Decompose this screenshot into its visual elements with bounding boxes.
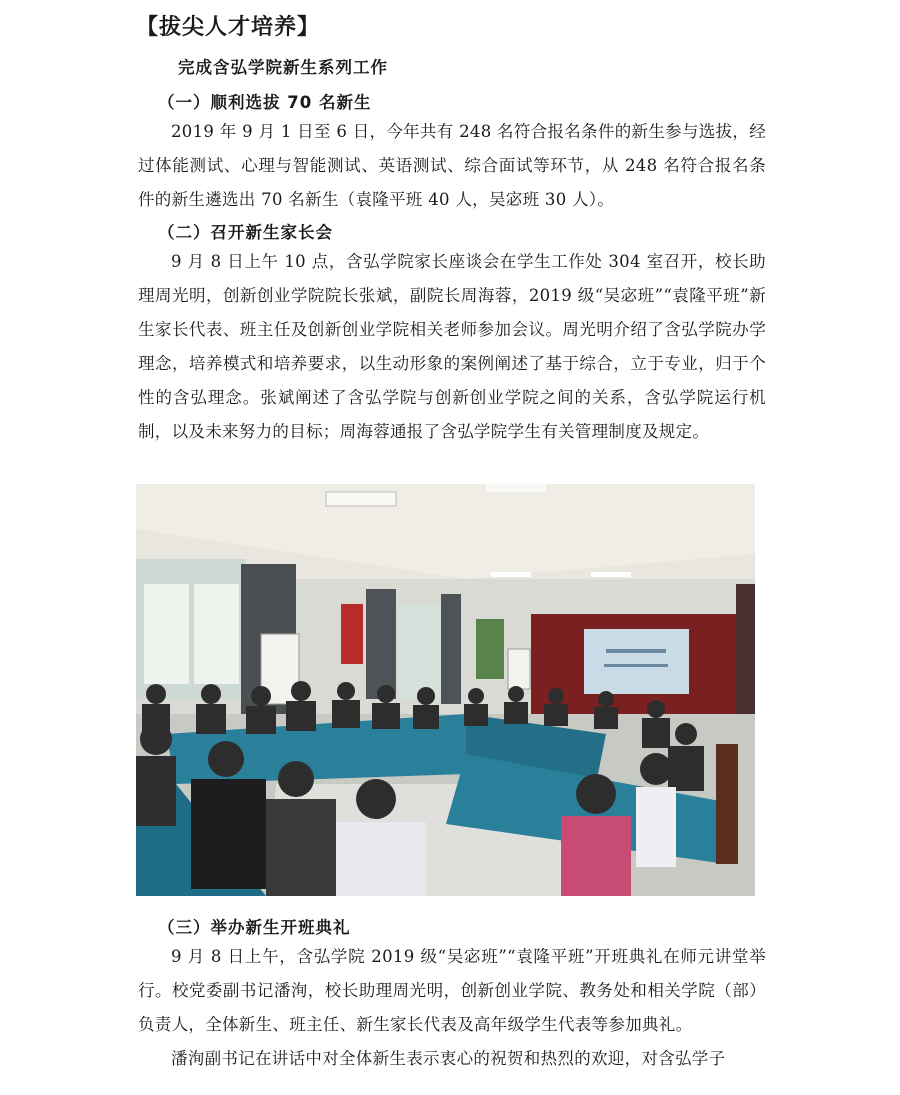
heading-1: （一）顺利选拔 70 名新生 bbox=[158, 93, 372, 112]
heading-3: （三）举办新生开班典礼 bbox=[158, 918, 351, 937]
heading-2: （二）召开新生家长会 bbox=[158, 223, 333, 242]
paragraph-4: 潘洵副书记在讲话中对全体新生表示衷心的祝贺和热烈的欢迎，对含弘学子 bbox=[171, 1049, 726, 1068]
paragraph-1: 2019 年 9 月 1 日至 6 日，今年共有 248 名符合报名条件的新生参与选拔，经过体能测试、心理与智能测试、英语测试、综合面试等环节，从 248 名符合报名条件的新生遴选出 70 名新生（袁隆平班 40 人，吴宓班 30 人）。 bbox=[138, 122, 766, 209]
section-title: 【拔尖人才培养】 bbox=[136, 15, 321, 40]
meeting-photo bbox=[136, 484, 755, 896]
work-title: 完成含弘学院新生系列工作 bbox=[178, 58, 388, 77]
paragraph-3: 9 月 8 日上午，含弘学院 2019 级“吴宓班”“袁隆平班”开班典礼在师元讲堂举行。校党委副书记潘洵，校长助理周光明，创新创业学院、教务处和相关学院（部）负责人，全体新生、班主任、新生家长代表及高年级学生代表等参加典礼。 bbox=[138, 947, 766, 1034]
paragraph-2: 9 月 8 日上午 10 点，含弘学院家长座谈会在学生工作处 304 室召开，校长助理周光明，创新创业学院院长张斌，副院长周海蓉，2019 级“吴宓班”“袁隆平班”新生家长代表、班主任及创新创业学院相关老师参加会议。周光明介绍了含弘学院办学理念，培养模式和培养要求，以生动形象的案例阐述了基于综合，立于专业，归于个性的含弘理念。张斌阐述了含弘学院与创新创业学院之间的关系，含弘学院运行机制，以及未来努力的目标；周海蓉通报了含弘学院学生有关管理制度及规定。 bbox=[138, 252, 766, 441]
